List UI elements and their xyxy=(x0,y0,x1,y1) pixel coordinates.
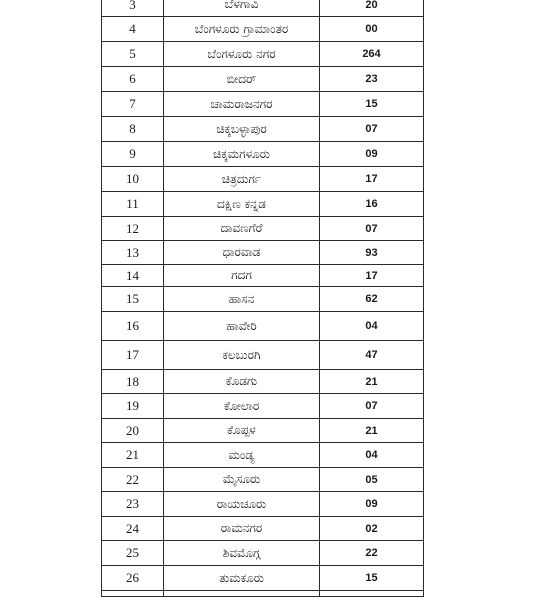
table-row xyxy=(102,0,424,17)
table-row xyxy=(102,192,424,217)
row-number: 19 xyxy=(102,394,164,419)
district-name: ಗದಗ xyxy=(164,265,320,287)
count-value: 07 xyxy=(320,217,424,241)
count-value: 17 xyxy=(320,265,424,287)
table-row xyxy=(102,17,424,42)
count-value: 16 xyxy=(320,192,424,217)
row-number: 25 xyxy=(102,541,164,566)
district-table xyxy=(101,0,424,597)
row-number: 18 xyxy=(102,370,164,394)
row-number: 12 xyxy=(102,217,164,241)
count-value: 09 xyxy=(320,492,424,517)
district-name: ತುಮಕೂರು xyxy=(164,566,320,591)
row-number: 22 xyxy=(102,468,164,492)
count-value: 22 xyxy=(320,541,424,566)
table-row xyxy=(102,566,424,591)
district-name: ಶಿವಮೊಗ್ಗ xyxy=(164,541,320,566)
count-value: 07 xyxy=(320,117,424,142)
district-name: ಕಲಬುರಗಿ xyxy=(164,341,320,370)
row-number: 13 xyxy=(102,241,164,265)
table-row xyxy=(102,312,424,341)
district-name: ರಾಮನಗರ xyxy=(164,517,320,541)
table-row xyxy=(102,241,424,265)
table-row xyxy=(102,67,424,92)
row-number: 16 xyxy=(102,312,164,341)
row-number: 20 xyxy=(102,419,164,443)
count-value: 02 xyxy=(320,517,424,541)
count-value: 21 xyxy=(320,419,424,443)
district-name: ಕೊಪ್ಪಳ xyxy=(164,419,320,443)
table-row xyxy=(102,443,424,468)
table-row xyxy=(102,370,424,394)
row-number: 17 xyxy=(102,341,164,370)
district-name: ಚಿತ್ರದುರ್ಗ xyxy=(164,167,320,192)
row-number: 5 xyxy=(102,42,164,67)
table-row xyxy=(102,217,424,241)
district-table-body xyxy=(102,0,424,597)
district-name: ಕೋಲಾರ xyxy=(164,394,320,419)
district-name: ಧಾರವಾಡ xyxy=(164,241,320,265)
count-value: 23 xyxy=(320,67,424,92)
row-number: 3 xyxy=(102,0,164,17)
empty-cell xyxy=(164,591,320,597)
district-name: ಮಂಡ್ಯ xyxy=(164,443,320,468)
district-name: ಬೀದರ್ xyxy=(164,67,320,92)
count-value: 47 xyxy=(320,341,424,370)
empty-cell xyxy=(320,591,424,597)
district-name: ಬೆಂಗಳೂರು ನಗರ xyxy=(164,42,320,67)
count-value: 07 xyxy=(320,394,424,419)
table-row xyxy=(102,468,424,492)
table-row xyxy=(102,265,424,287)
district-name: ಹಾಸನ xyxy=(164,287,320,312)
table-row xyxy=(102,42,424,67)
count-value: 264 xyxy=(320,42,424,67)
district-name: ಮೈಸೂರು xyxy=(164,468,320,492)
district-name: ರಾಯಚೂರು xyxy=(164,492,320,517)
empty-cell xyxy=(102,591,164,597)
row-number: 21 xyxy=(102,443,164,468)
row-number: 11 xyxy=(102,192,164,217)
table-row xyxy=(102,419,424,443)
table-row xyxy=(102,287,424,312)
row-number: 8 xyxy=(102,117,164,142)
district-name: ಚಿಕ್ಕಬಳ್ಳಾಪುರ xyxy=(164,117,320,142)
table-row xyxy=(102,541,424,566)
row-number: 4 xyxy=(102,17,164,42)
table-row xyxy=(102,92,424,117)
table-row xyxy=(102,517,424,541)
table-row xyxy=(102,142,424,167)
row-number: 24 xyxy=(102,517,164,541)
count-value: 05 xyxy=(320,468,424,492)
count-value: 20 xyxy=(320,0,424,17)
count-value: 15 xyxy=(320,92,424,117)
row-number: 7 xyxy=(102,92,164,117)
district-name: ಚಿಕ್ಕಮಗಳೂರು xyxy=(164,142,320,167)
district-name: ಚಾಮರಾಜನಗರ xyxy=(164,92,320,117)
district-name: ದಾವಣಗೆರೆ xyxy=(164,217,320,241)
table-row xyxy=(102,167,424,192)
table-row-partial xyxy=(102,591,424,597)
table-row xyxy=(102,117,424,142)
count-value: 09 xyxy=(320,142,424,167)
count-value: 15 xyxy=(320,566,424,591)
district-name: ಹಾವೇರಿ xyxy=(164,312,320,341)
row-number: 10 xyxy=(102,167,164,192)
count-value: 17 xyxy=(320,167,424,192)
count-value: 62 xyxy=(320,287,424,312)
count-value: 04 xyxy=(320,312,424,341)
count-value: 04 xyxy=(320,443,424,468)
count-value: 21 xyxy=(320,370,424,394)
district-name: ಬೆಳಗಾವಿ xyxy=(164,0,320,17)
table-row xyxy=(102,341,424,370)
row-number: 23 xyxy=(102,492,164,517)
row-number: 15 xyxy=(102,287,164,312)
count-value: 00 xyxy=(320,17,424,42)
district-name: ಬೆಂಗಳೂರು ಗ್ರಾಮಾಂತರ xyxy=(164,17,320,42)
row-number: 9 xyxy=(102,142,164,167)
district-name: ದಕ್ಷಿಣ ಕನ್ನಡ xyxy=(164,192,320,217)
row-number: 26 xyxy=(102,566,164,591)
row-number: 14 xyxy=(102,265,164,287)
count-value: 93 xyxy=(320,241,424,265)
table-row xyxy=(102,492,424,517)
table-row xyxy=(102,394,424,419)
row-number: 6 xyxy=(102,67,164,92)
district-name: ಕೊಡಗು xyxy=(164,370,320,394)
